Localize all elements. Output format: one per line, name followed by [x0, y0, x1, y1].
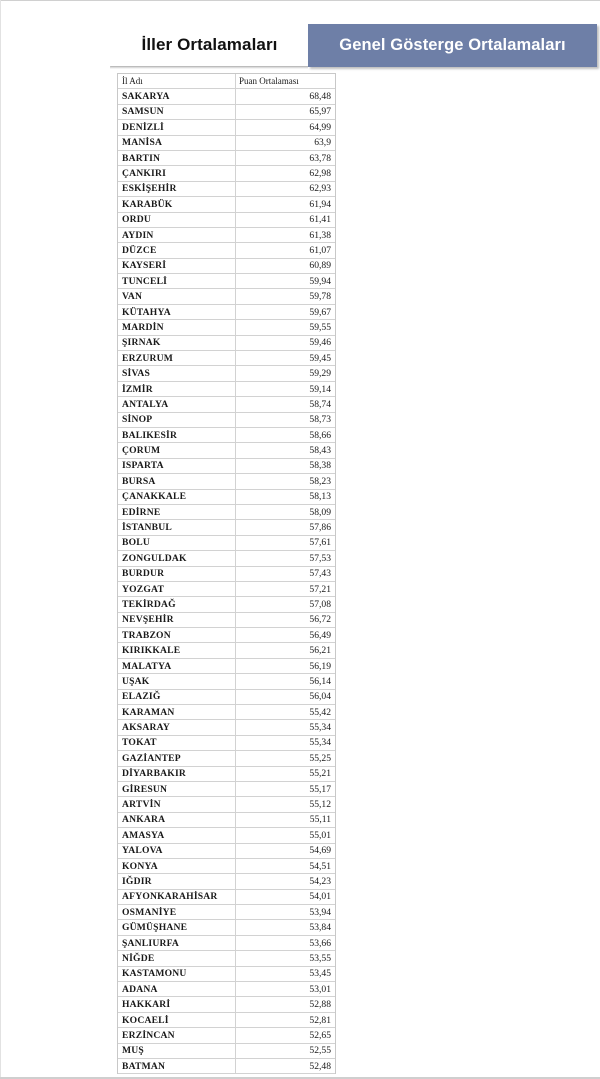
- score-average-cell: 55,01: [309, 829, 331, 841]
- tab-iller-ortalamalari-label: İller Ortalamaları: [141, 35, 278, 54]
- province-name-cell: HAKKARİ: [118, 997, 236, 1011]
- table-row: [118, 828, 335, 843]
- score-average-cell: 63,9: [314, 137, 331, 149]
- province-name-cell: BARTIN: [118, 151, 236, 165]
- province-name-cell: ANKARA: [118, 813, 236, 827]
- score-average-cell: 58,43: [309, 445, 331, 457]
- table-row: [118, 659, 335, 674]
- province-name-cell: KARABÜK: [118, 197, 236, 211]
- table-row: [118, 151, 335, 166]
- province-name-cell: ERZURUM: [118, 351, 236, 365]
- province-name-cell: ERZİNCAN: [118, 1028, 236, 1042]
- score-average-cell: 54,23: [309, 876, 331, 887]
- tab-iller-ortalamalari[interactable]: [111, 24, 308, 67]
- score-average-cell: 59,94: [309, 275, 331, 287]
- score-average-cell: 61,41: [309, 214, 331, 226]
- column-header-il-adi: İl Adı: [118, 74, 236, 88]
- score-average-cell: 59,78: [309, 291, 331, 303]
- table-row: [118, 890, 335, 905]
- table-row: [118, 736, 335, 751]
- table-row: [118, 997, 335, 1012]
- table-row: [118, 936, 335, 951]
- province-name-cell: ARTVİN: [118, 797, 236, 811]
- province-name-cell: DİYARBAKIR: [118, 767, 236, 781]
- province-name-cell: BURDUR: [118, 567, 236, 581]
- score-average-cell: 60,89: [309, 260, 331, 272]
- tab-genel-gosterge-ortalamalari[interactable]: [308, 24, 597, 67]
- score-average-cell: 56,14: [309, 675, 331, 687]
- province-name-cell: TEKİRDAĞ: [118, 597, 236, 611]
- score-average-cell: 53,66: [309, 937, 331, 949]
- score-average-cell: 58,09: [309, 506, 331, 518]
- table-row: [118, 782, 335, 797]
- active-tab-shadow: [110, 66, 308, 69]
- score-average-cell: 64,99: [309, 121, 331, 133]
- province-name-cell: BALIKESİR: [118, 428, 236, 442]
- table-row: [118, 690, 335, 705]
- score-average-cell: 58,23: [309, 475, 331, 487]
- province-name-cell: SİVAS: [118, 366, 236, 380]
- table-row: [118, 813, 335, 828]
- province-name-cell: ESKİŞEHİR: [118, 182, 236, 196]
- score-average-cell: 68,48: [309, 91, 331, 103]
- score-average-cell: 56,19: [309, 660, 331, 672]
- table-row: [118, 105, 335, 120]
- province-name-cell: IĞDIR: [118, 874, 236, 888]
- table-row: [118, 213, 335, 228]
- table-row: [118, 120, 335, 135]
- score-average-cell: 58,13: [309, 491, 331, 503]
- province-name-cell: KOCAELİ: [118, 1013, 236, 1027]
- province-name-cell: BURSA: [118, 474, 236, 488]
- table-row: [118, 967, 335, 982]
- table-row: [118, 920, 335, 935]
- score-average-cell: 58,73: [309, 414, 331, 426]
- score-average-cell: 55,34: [309, 737, 331, 749]
- province-name-cell: SAKARYA: [118, 89, 236, 103]
- score-average-cell: 59,67: [309, 306, 331, 318]
- table-row: [118, 259, 335, 274]
- frame-top-border: [0, 0, 600, 1]
- score-average-cell: 54,51: [309, 860, 331, 872]
- province-name-cell: UŞAK: [118, 674, 236, 688]
- province-name-cell: AYDIN: [118, 228, 236, 242]
- score-average-cell: 55,42: [309, 706, 331, 718]
- table-row: [118, 428, 335, 443]
- table-row: [118, 382, 335, 397]
- province-name-cell: ELAZIĞ: [118, 690, 236, 704]
- score-average-cell: 53,01: [309, 983, 331, 995]
- table-row: [118, 1059, 335, 1074]
- score-average-cell: 65,97: [309, 106, 331, 118]
- score-average-cell: 55,17: [309, 783, 331, 795]
- score-average-cell: 59,14: [309, 383, 331, 395]
- province-name-cell: OSMANİYE: [118, 905, 236, 919]
- province-name-cell: DENİZLİ: [118, 120, 236, 134]
- province-name-cell: KÜTAHYA: [118, 305, 236, 319]
- province-name-cell: ISPARTA: [118, 459, 236, 473]
- score-average-cell: 63,78: [309, 152, 331, 164]
- column-header-puan-ortalamasi: Puan Ortalaması: [239, 76, 299, 87]
- table-row: [118, 951, 335, 966]
- table-row: [118, 982, 335, 997]
- table-row: [118, 613, 335, 628]
- tab-bar: [111, 24, 597, 67]
- table-row: [118, 597, 335, 612]
- score-average-cell: 57,21: [309, 583, 331, 595]
- table-row: [118, 289, 335, 304]
- province-name-cell: MUŞ: [118, 1044, 236, 1058]
- province-name-cell: ZONGULDAK: [118, 551, 236, 565]
- table-row: [118, 136, 335, 151]
- score-average-cell: 56,04: [309, 691, 331, 703]
- score-average-cell: 61,07: [309, 244, 331, 256]
- province-name-cell: MANİSA: [118, 136, 236, 150]
- province-name-cell: EDİRNE: [118, 505, 236, 519]
- table-row: [118, 305, 335, 320]
- table-row: [118, 474, 335, 489]
- table-row: [118, 351, 335, 366]
- province-name-cell: ÇANAKKALE: [118, 490, 236, 504]
- province-name-cell: DÜZCE: [118, 243, 236, 257]
- table-row: [118, 459, 335, 474]
- province-name-cell: KIRIKKALE: [118, 643, 236, 657]
- table-header-row: [118, 74, 335, 89]
- score-average-cell: 59,46: [309, 337, 331, 349]
- table-row: [118, 1028, 335, 1043]
- table-row: [118, 705, 335, 720]
- score-average-cell: 59,45: [309, 352, 331, 364]
- province-name-cell: KAYSERİ: [118, 259, 236, 273]
- province-name-cell: GÜMÜŞHANE: [118, 920, 236, 934]
- score-average-cell: 52,88: [309, 999, 331, 1011]
- table-row: [118, 243, 335, 258]
- score-average-cell: 52,48: [309, 1060, 331, 1072]
- table-row: [118, 397, 335, 412]
- province-name-cell: AKSARAY: [118, 720, 236, 734]
- table-row: [118, 582, 335, 597]
- table-row: [118, 1013, 335, 1028]
- table-row: [118, 844, 335, 859]
- table-row: [118, 859, 335, 874]
- province-name-cell: KARAMAN: [118, 705, 236, 719]
- province-name-cell: ÇORUM: [118, 443, 236, 457]
- score-average-cell: 57,43: [309, 568, 331, 580]
- score-average-cell: 61,94: [309, 198, 331, 210]
- score-average-cell: 52,81: [309, 1014, 331, 1026]
- score-average-cell: 55,11: [309, 814, 331, 826]
- province-name-cell: ADANA: [118, 982, 236, 996]
- score-average-cell: 57,53: [309, 552, 331, 564]
- score-average-cell: 59,55: [309, 321, 331, 333]
- table-row: [118, 643, 335, 658]
- table-row: [118, 197, 335, 212]
- table-row: [118, 874, 335, 889]
- score-average-cell: 55,12: [309, 799, 331, 811]
- province-name-cell: GAZİANTEP: [118, 751, 236, 765]
- province-name-cell: TRABZON: [118, 628, 236, 642]
- table-row: [118, 536, 335, 551]
- table-row: [118, 443, 335, 458]
- province-name-cell: YALOVA: [118, 844, 236, 858]
- score-average-cell: 53,84: [309, 922, 331, 934]
- province-name-cell: BATMAN: [118, 1059, 236, 1073]
- score-average-cell: 54,01: [309, 891, 331, 903]
- province-name-cell: KONYA: [118, 859, 236, 873]
- score-average-cell: 53,55: [309, 952, 331, 964]
- table-row: [118, 674, 335, 689]
- province-name-cell: GİRESUN: [118, 782, 236, 796]
- province-name-cell: TUNCELİ: [118, 274, 236, 288]
- table-row: [118, 228, 335, 243]
- score-average-cell: 57,08: [309, 598, 331, 610]
- province-name-cell: NİĞDE: [118, 951, 236, 965]
- table-row: [118, 767, 335, 782]
- score-average-cell: 62,93: [309, 183, 331, 195]
- province-name-cell: VAN: [118, 289, 236, 303]
- province-name-cell: ANTALYA: [118, 397, 236, 411]
- province-score-table: [117, 73, 336, 1074]
- score-average-cell: 55,34: [309, 722, 331, 734]
- province-name-cell: İZMİR: [118, 382, 236, 396]
- province-name-cell: ORDU: [118, 213, 236, 227]
- score-average-cell: 56,49: [309, 629, 331, 641]
- score-average-cell: 56,21: [309, 645, 331, 657]
- province-name-cell: NEVŞEHİR: [118, 613, 236, 627]
- table-row: [118, 89, 335, 104]
- province-name-cell: SAMSUN: [118, 105, 236, 119]
- table-row: [118, 182, 335, 197]
- province-name-cell: AFYONKARAHİSAR: [118, 890, 236, 904]
- table-row: [118, 336, 335, 351]
- score-average-cell: 62,98: [309, 168, 331, 180]
- score-average-cell: 57,61: [309, 537, 331, 549]
- table-row: [118, 320, 335, 335]
- table-row: [118, 490, 335, 505]
- score-average-cell: 52,55: [309, 1045, 331, 1057]
- province-name-cell: MALATYA: [118, 659, 236, 673]
- score-average-cell: 53,45: [309, 968, 331, 980]
- score-average-cell: 57,86: [309, 522, 331, 534]
- province-name-cell: BOLU: [118, 536, 236, 550]
- table-row: [118, 628, 335, 643]
- score-average-cell: 53,94: [309, 906, 331, 918]
- table-row: [118, 274, 335, 289]
- table-row: [118, 567, 335, 582]
- province-name-cell: İSTANBUL: [118, 520, 236, 534]
- table-row: [118, 520, 335, 535]
- score-average-cell: 52,65: [309, 1029, 331, 1041]
- table-row: [118, 166, 335, 181]
- score-average-cell: 58,74: [309, 398, 331, 410]
- province-name-cell: MARDİN: [118, 320, 236, 334]
- province-name-cell: YOZGAT: [118, 582, 236, 596]
- table-row: [118, 751, 335, 766]
- table-row: [118, 720, 335, 735]
- score-average-cell: 54,69: [309, 845, 331, 857]
- score-average-cell: 61,38: [309, 229, 331, 241]
- table-row: [118, 366, 335, 381]
- province-name-cell: ŞIRNAK: [118, 336, 236, 350]
- table-row: [118, 505, 335, 520]
- table-row: [118, 797, 335, 812]
- table-row: [118, 551, 335, 566]
- province-name-cell: SİNOP: [118, 413, 236, 427]
- score-average-cell: 56,72: [309, 614, 331, 626]
- province-name-cell: ÇANKIRI: [118, 166, 236, 180]
- province-name-cell: KASTAMONU: [118, 967, 236, 981]
- province-name-cell: TOKAT: [118, 736, 236, 750]
- score-average-cell: 58,38: [309, 460, 331, 472]
- score-average-cell: 59,29: [309, 368, 331, 380]
- score-average-cell: 55,21: [309, 768, 331, 780]
- frame-left-border: [0, 0, 1, 1079]
- province-name-cell: AMASYA: [118, 828, 236, 842]
- table-row: [118, 1044, 335, 1059]
- tab-genel-gosterge-ortalamalari-label: Genel Gösterge Ortalamaları: [339, 36, 566, 54]
- province-name-cell: ŞANLIURFA: [118, 936, 236, 950]
- table-row: [118, 413, 335, 428]
- table-row: [118, 905, 335, 920]
- score-average-cell: 58,66: [309, 429, 331, 441]
- score-average-cell: 55,25: [309, 752, 331, 764]
